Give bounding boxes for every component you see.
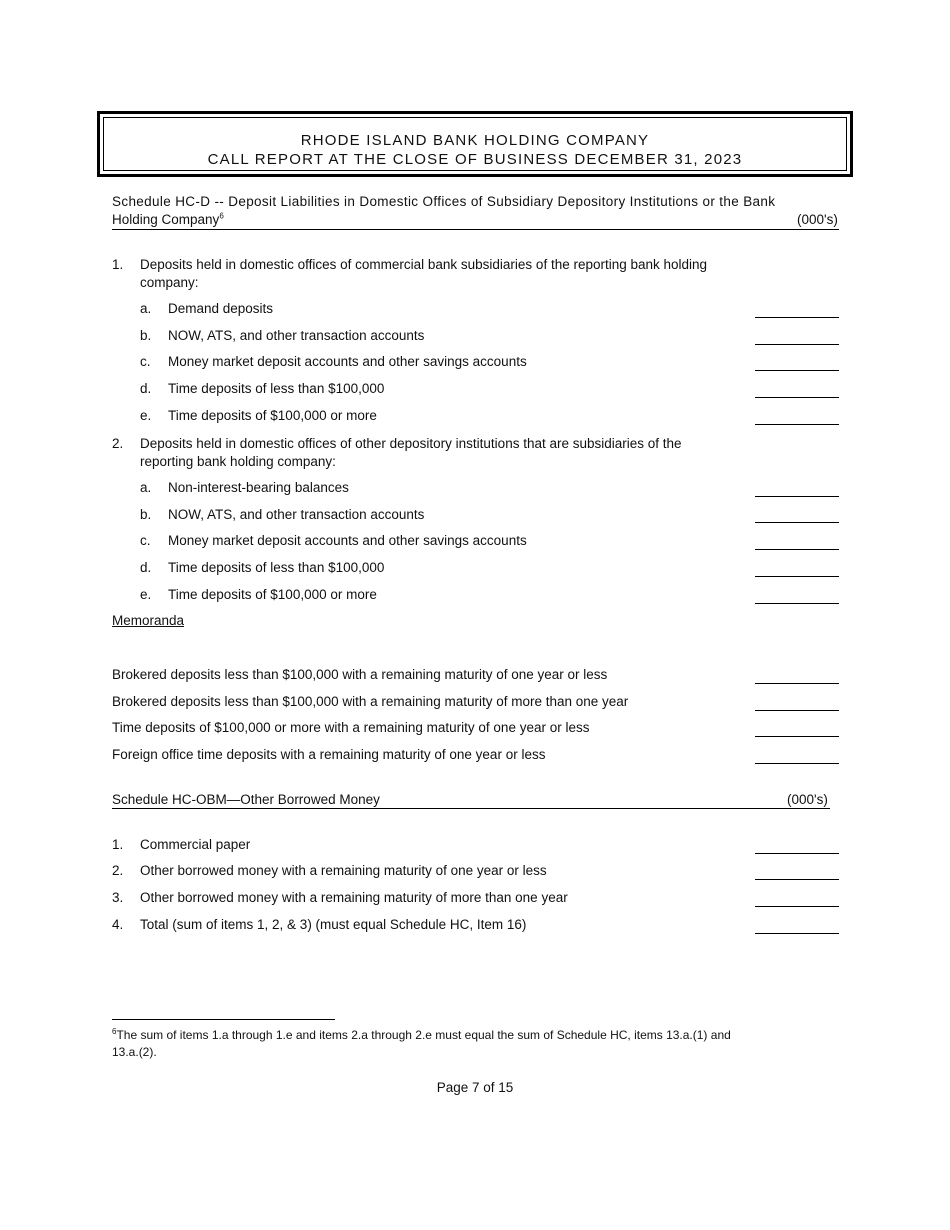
item-1d-letter: d. [140,381,152,396]
obm-item-2-number: 2. [112,863,124,878]
report-header-inner [103,117,847,171]
schedule-hcobm-units: (000's) [787,792,828,807]
schedule-hcd-title-line2: Holding Company [112,212,220,227]
schedule-hcobm-title-rule [112,808,830,809]
item-1-number: 1. [112,257,124,272]
item-1b-label: NOW, ATS, and other transaction accounts [168,328,425,343]
item-2e-label: Time deposits of $100,000 or more [168,587,377,602]
memoranda-item-1: Brokered deposits less than $100,000 with a remaining maturity of one year or less [112,667,608,682]
obm-item-4-label: Total (sum of items 1, 2, & 3) (must equal Schedule HC, Item 16) [140,917,527,932]
item-2c-letter: c. [140,533,151,548]
memoranda-item-1-entry-field[interactable] [755,683,839,684]
footnote-reference: 6 [219,211,224,221]
item-1e-label: Time deposits of $100,000 or more [168,408,377,423]
obm-item-1-number: 1. [112,837,124,852]
memoranda-item-3: Time deposits of $100,000 or more with a remaining maturity of one year or less [112,720,590,735]
schedule-hcd-units: (000's) [797,212,838,227]
item-1a-label: Demand deposits [168,301,274,316]
memoranda-item-2-entry-field[interactable] [755,710,839,711]
item-2a-entry-field[interactable] [755,496,839,497]
item-2d-label: Time deposits of less than $100,000 [168,560,385,575]
item-2-text: Deposits held in domestic offices of other depository institutions that are subsidiaries of the [140,436,682,451]
item-2b-entry-field[interactable] [755,522,839,523]
item-2b-label: NOW, ATS, and other transaction accounts [168,507,425,522]
report-header-box [97,111,853,177]
schedule-hcd-title-rule [112,229,839,230]
item-2-number: 2. [112,436,124,451]
item-1-text-cont: company: [140,275,199,290]
item-1b-entry-field[interactable] [755,344,839,345]
item-1e-entry-field[interactable] [755,424,839,425]
item-2d-letter: d. [140,560,152,575]
footnote-line-2: 13.a.(2). [112,1045,157,1059]
item-2c-label: Money market deposit accounts and other savings accounts [168,533,527,548]
memoranda-heading: Memoranda [112,613,185,628]
item-1b-letter: b. [140,328,152,343]
item-1a-letter: a. [140,301,152,316]
item-1a-entry-field[interactable] [755,317,839,318]
footnote-separator [112,1019,335,1020]
item-2c-entry-field[interactable] [755,549,839,550]
memoranda-item-4: Foreign office time deposits with a remaining maturity of one year or less [112,747,546,762]
item-1d-entry-field[interactable] [755,397,839,398]
page-number: Page 7 of 15 [436,1080,514,1095]
report-title: RHODE ISLAND BANK HOLDING COMPANY [300,132,650,149]
item-2e-letter: e. [140,587,152,602]
item-1c-entry-field[interactable] [755,370,839,371]
item-2a-letter: a. [140,480,152,495]
obm-item-3-number: 3. [112,890,124,905]
memoranda-item-2: Brokered deposits less than $100,000 with a remaining maturity of more than one year [112,694,629,709]
memoranda-item-3-entry-field[interactable] [755,736,839,737]
report-subtitle: CALL REPORT AT THE CLOSE OF BUSINESS DECEMBER 31, 2023 [207,151,743,168]
item-1c-letter: c. [140,354,151,369]
obm-item-2-label: Other borrowed money with a remaining maturity of one year or less [140,863,547,878]
item-2-text-cont: reporting bank holding company: [140,454,336,469]
obm-item-4-entry-field[interactable] [755,933,839,934]
memoranda-item-4-entry-field[interactable] [755,763,839,764]
obm-item-2-entry-field[interactable] [755,879,839,880]
footnote-line-1: The sum of items 1.a through 1.e and items 2.a through 2.e must equal the sum of Schedule HC, items 13.a.(1) and [116,1028,731,1042]
item-2b-letter: b. [140,507,152,522]
obm-item-3-entry-field[interactable] [755,906,839,907]
item-1e-letter: e. [140,408,152,423]
item-2d-entry-field[interactable] [755,576,839,577]
item-2e-entry-field[interactable] [755,603,839,604]
obm-item-1-label: Commercial paper [140,837,251,852]
obm-item-3-label: Other borrowed money with a remaining maturity of more than one year [140,890,568,905]
item-1-text: Deposits held in domestic offices of commercial bank subsidiaries of the reporting bank holding [140,257,708,272]
item-2a-label: Non-interest-bearing balances [168,480,349,495]
schedule-hcd-title-cont [112,212,224,227]
schedule-hcd-title: Schedule HC-D -- Deposit Liabilities in Domestic Offices of Subsidiary Depository Institutions or the Bank [112,194,776,209]
footnote-marker: 6 [112,1027,117,1036]
schedule-hcobm-title: Schedule HC-OBM—Other Borrowed Money [112,792,380,807]
item-1d-label: Time deposits of less than $100,000 [168,381,385,396]
item-1c-label: Money market deposit accounts and other savings accounts [168,354,527,369]
obm-item-1-entry-field[interactable] [755,853,839,854]
footnote-text [112,1028,731,1042]
obm-item-4-number: 4. [112,917,124,932]
